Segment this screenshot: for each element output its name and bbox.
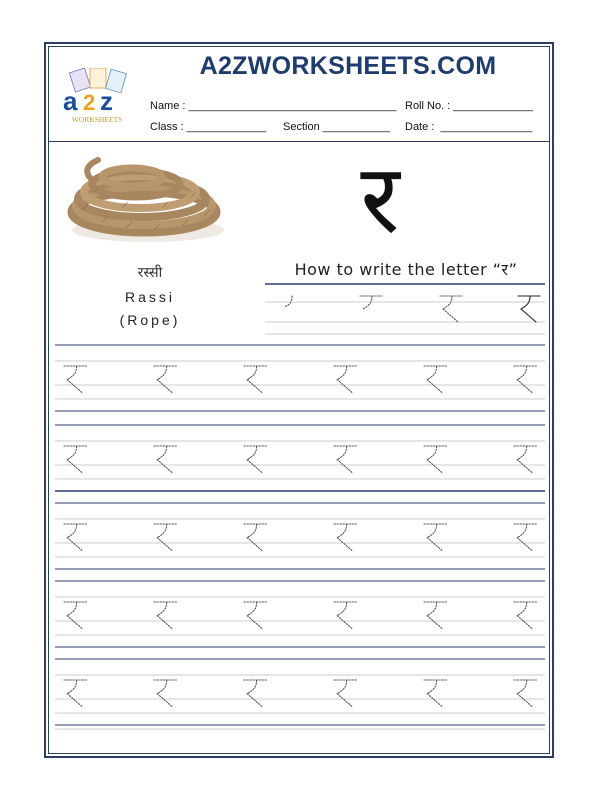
letter-tracing-guide[interactable] [154,366,177,393]
letter-tracing-guide[interactable] [514,680,537,707]
letter-tracing-guide[interactable] [244,602,267,629]
letter-tracing-guide[interactable] [424,366,447,393]
svg-text:z: z [100,86,113,116]
svg-text:र: र [360,150,400,246]
svg-text:2: 2 [83,90,96,115]
letter-tracing-guide[interactable] [64,602,87,629]
svg-text:a: a [63,86,78,116]
letter-tracing-guide[interactable] [360,296,382,309]
svg-text:WORKSHEETS: WORKSHEETS [71,115,123,124]
letter-tracing-guide[interactable] [424,680,447,707]
letter-tracing-guide[interactable] [154,524,177,551]
letter-tracing-guide[interactable] [64,366,87,393]
word-english: (Rope) [119,312,181,328]
instruction-text: How to write the letter “र” [294,260,518,279]
letter-tracing-guide[interactable] [334,602,357,629]
date-field[interactable]: Date : _______________ [405,121,533,133]
letter-tracing-guide[interactable] [64,446,87,473]
word-transliteration: Rassi [124,289,175,305]
class-field[interactable]: Class : _____________ [150,121,267,133]
name-field[interactable]: Name : __________________________________ [150,100,397,112]
letter-tracing-guide[interactable] [424,446,447,473]
roll-number-field[interactable]: Roll No. : _____________ [405,100,533,112]
letter-tracing-guide[interactable] [334,524,357,551]
letter-tracing-guide[interactable] [334,366,357,393]
letter-tracing-guide[interactable] [424,602,447,629]
letter-tracing-guide[interactable] [64,680,87,707]
letter-tracing-guide[interactable] [244,524,267,551]
letter-tracing-guide[interactable] [64,524,87,551]
letter-tracing-guide[interactable] [284,296,292,307]
site-title: A2ZWORKSHEETS.COM [199,52,497,80]
letter-tracing-guide[interactable] [334,680,357,707]
letter-tracing-guide[interactable] [518,296,540,322]
letter-tracing-guide[interactable] [244,446,267,473]
letter-tracing-guide[interactable] [440,296,462,322]
letter-tracing-guide[interactable] [514,602,537,629]
letter-tracing-guide[interactable] [154,602,177,629]
word-hindi: रस्सी [137,265,163,281]
letter-tracing-guide[interactable] [514,446,537,473]
letter-tracing-guide[interactable] [424,524,447,551]
letter-tracing-guide[interactable] [334,446,357,473]
section-field[interactable]: Section ___________ [283,121,391,133]
letter-tracing-guide[interactable] [244,366,267,393]
letter-tracing-guide[interactable] [154,680,177,707]
letter-tracing-guide[interactable] [514,366,537,393]
letter-tracing-guide[interactable] [244,680,267,707]
letter-tracing-guide[interactable] [514,524,537,551]
letter-tracing-guide[interactable] [154,446,177,473]
